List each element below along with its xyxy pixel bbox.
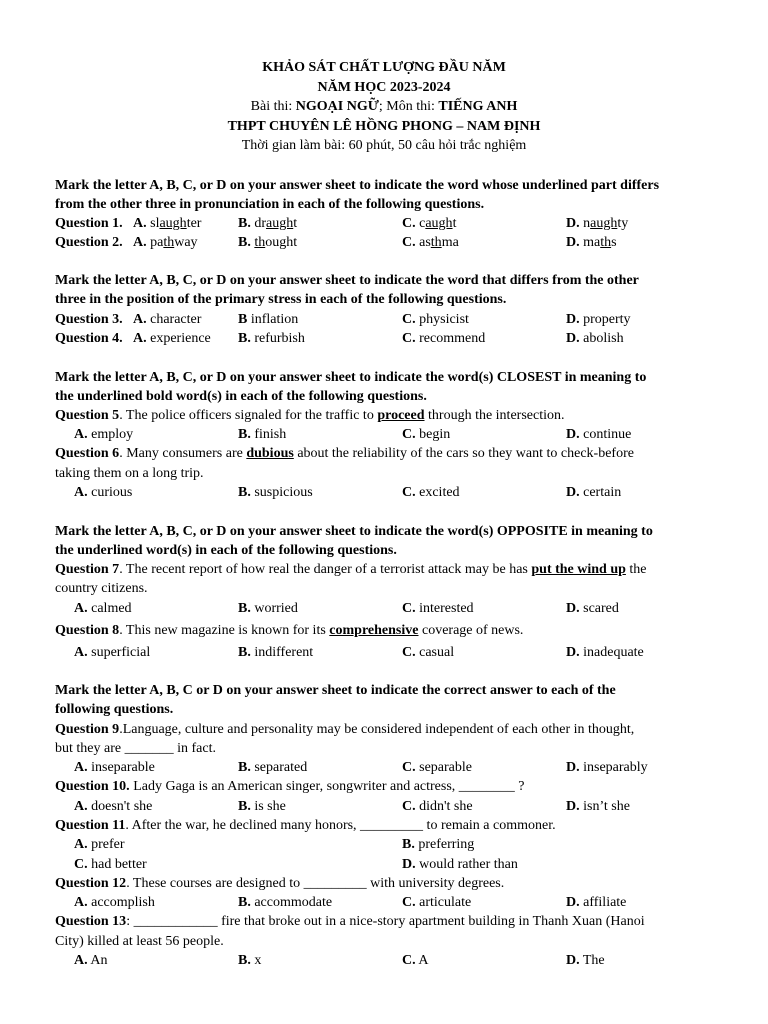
option-a[interactable]: A. character — [133, 312, 202, 327]
option-b[interactable]: B inflation — [238, 312, 299, 327]
question-stem: Question 12. These courses are designed to _________ with university degrees. — [55, 876, 505, 891]
option-c[interactable]: C. asthma — [402, 235, 459, 250]
option-a[interactable]: A. An — [74, 953, 108, 968]
option-a[interactable]: A. superficial — [74, 645, 151, 660]
header-school: THPT CHUYÊN LÊ HỒNG PHONG – NAM ĐỊNH — [227, 119, 541, 134]
option-d[interactable]: D. inadequate — [566, 645, 644, 660]
question-stem: Question 5. The police officers signaled for the traffic to proceed through the intersection. — [55, 408, 565, 423]
header-time: Thời gian làm bài: 60 phút, 50 câu hỏi trắc nghiệm — [241, 138, 527, 153]
option-c[interactable]: C. casual — [402, 645, 455, 660]
option-a[interactable]: A. inseparable — [74, 760, 155, 775]
option-b[interactable]: B. thought — [238, 235, 298, 250]
option-d[interactable]: D. scared — [566, 601, 619, 616]
option-c[interactable]: C. A — [402, 953, 429, 968]
option-d[interactable]: D. maths — [566, 235, 617, 250]
option-d[interactable]: D. The — [566, 953, 605, 968]
header-title: KHẢO SÁT CHẤT LƯỢNG ĐẦU NĂM — [262, 60, 506, 75]
option-b[interactable]: B. separated — [238, 760, 308, 775]
option-b[interactable]: B. refurbish — [238, 331, 305, 346]
option-c[interactable]: C. separable — [402, 760, 472, 775]
question-stem-cont: City) killed at least 56 people. — [55, 934, 224, 949]
option-a[interactable]: A. slaughter — [133, 216, 202, 231]
section-4-instruction: Mark the letter A, B, C, or D on your answer sheet to indicate the word(s) OPPOSITE in meaning to the underlined word(s) in each of the following questions. — [55, 524, 653, 558]
option-d[interactable]: D. naughty — [566, 216, 629, 231]
option-b[interactable]: B. x — [238, 953, 262, 968]
question-stem-cont: taking them on a long trip. — [55, 466, 204, 481]
section-3-instruction: Mark the letter A, B, C, or D on your answer sheet to indicate the word(s) CLOSEST in meaning to the underlined bold word(s) in each of the following questions. — [55, 370, 647, 404]
option-c[interactable]: C. recommend — [402, 331, 486, 346]
question-stem: Question 11. After the war, he declined many honors, _________ to remain a commoner. — [55, 818, 556, 833]
option-d[interactable]: D. isn’t she — [566, 799, 630, 814]
option-d[interactable]: D. certain — [566, 485, 622, 500]
section-1-instruction: Mark the letter A, B, C, or D on your answer sheet to indicate the word whose underlined part differs from the other three in pronunciation in each of the following questions. — [55, 178, 660, 212]
option-d[interactable]: D. property — [566, 312, 631, 327]
question-stem: Question 10. Lady Gaga is an American singer, songwriter and actress, ________ ? — [55, 779, 525, 794]
question-stem: Question 7. The recent report of how real the danger of a terrorist attack may be has put the wind up the — [55, 562, 647, 577]
option-c[interactable]: C. had better — [74, 857, 147, 872]
question-stem: Question 6. Many consumers are dubious about the reliability of the cars so they want to check-before — [55, 446, 634, 461]
question-label: Question 4. — [55, 331, 123, 346]
option-b[interactable]: B. preferring — [402, 837, 475, 852]
option-c[interactable]: C. begin — [402, 427, 451, 442]
option-a[interactable]: A. employ — [74, 427, 134, 442]
section-2-instruction: Mark the letter A, B, C, or D on your answer sheet to indicate the word that differs from the other three in the position of the primary stress in each of the following questions. — [55, 273, 639, 307]
option-c[interactable]: C. didn't she — [402, 799, 473, 814]
option-a[interactable]: A. calmed — [74, 601, 132, 616]
option-b[interactable]: B. is she — [238, 799, 286, 814]
option-a[interactable]: A. doesn't she — [74, 799, 153, 814]
option-a[interactable]: A. accomplish — [74, 895, 155, 910]
option-d[interactable]: D. continue — [566, 427, 632, 442]
option-c[interactable]: C. interested — [402, 601, 474, 616]
section-5-instruction: Mark the letter A, B, C or D on your answer sheet to indicate the correct answer to each of the following questions. — [55, 683, 616, 717]
option-c[interactable]: C. excited — [402, 485, 460, 500]
option-b[interactable]: B. draught — [238, 216, 298, 231]
option-a[interactable]: A. prefer — [74, 837, 125, 852]
question-stem: Question 8. This new magazine is known for its comprehensive coverage of news. — [55, 623, 524, 638]
question-label: Question 3. — [55, 312, 123, 327]
question-stem-cont: country citizens. — [55, 581, 148, 596]
option-c[interactable]: C. physicist — [402, 312, 469, 327]
header-exam-line: Bài thi: NGOẠI NGỮ; Môn thi: TIẾNG ANH — [250, 99, 518, 114]
option-b[interactable]: B. suspicious — [238, 485, 313, 500]
option-c[interactable]: C. caught — [402, 216, 457, 231]
question-label: Question 2. — [55, 235, 123, 250]
question-stem: Question 13: ____________ fire that broke out in a nice-story apartment building in Thanh Xuan (Hanoi — [55, 914, 645, 929]
option-c[interactable]: C. articulate — [402, 895, 472, 910]
option-d[interactable]: D. would rather than — [402, 857, 518, 872]
option-b[interactable]: B. worried — [238, 601, 298, 616]
option-b[interactable]: B. accommodate — [238, 895, 333, 910]
option-d[interactable]: D. abolish — [566, 331, 624, 346]
option-b[interactable]: B. indifferent — [238, 645, 314, 660]
option-d[interactable]: D. inseparably — [566, 760, 648, 775]
question-stem: Question 9.Language, culture and personality may be considered independent of each other in thought, — [55, 722, 635, 737]
option-a[interactable]: A. curious — [74, 485, 133, 500]
header-school-year: NĂM HỌC 2023-2024 — [317, 80, 451, 95]
option-b[interactable]: B. finish — [238, 427, 287, 442]
question-label: Question 1. — [55, 216, 123, 231]
option-a[interactable]: A. experience — [133, 331, 211, 346]
question-stem-cont: but they are _______ in fact. — [55, 741, 216, 756]
option-a[interactable]: A. pathway — [133, 235, 198, 250]
option-d[interactable]: D. affiliate — [566, 895, 627, 910]
